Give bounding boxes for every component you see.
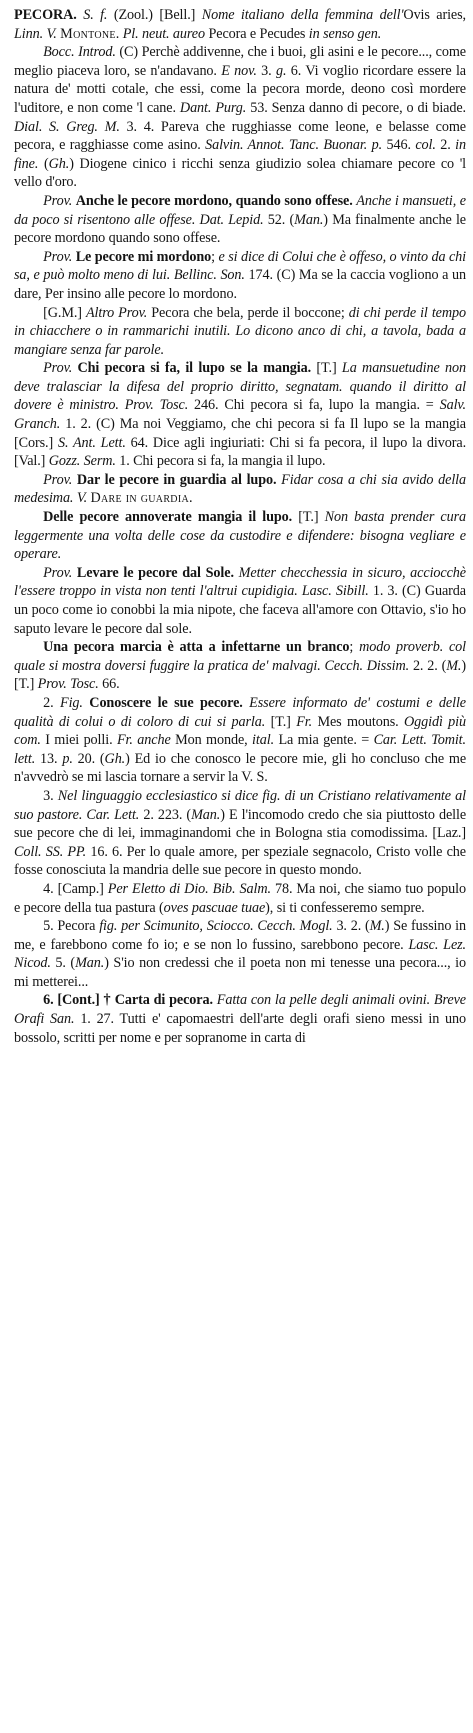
gloss-text: modo proverb. col quale si mostra doversi fuggire la pratica de' malvagi. Cecch. Dissim. <box>14 639 466 674</box>
headword-text: Anche le pecore mordono, quando sono offese. <box>75 192 357 209</box>
entry-text: 53. Senza danno di pecore, o di biade. <box>250 99 466 116</box>
gloss-text: Prov. <box>43 471 77 488</box>
entry-text: 16. 6. Per lo quale amore, per speziale segnacolo, Cristo volle che fosse conosciuta la mandria delle sue pecore in questo mondo. <box>14 843 466 879</box>
entry-text: 52. ( <box>267 211 295 228</box>
entry-text: 1. 27. Tutti e' capomaestri dell'arte degli orafi sieno messi in uno bossolo, scritti per nome e per sopranome in carta di <box>14 1011 466 1046</box>
entry-text: 2. 2. ( <box>412 657 447 674</box>
entry-paragraph <box>14 787 466 880</box>
entry-text: ) Ma finalmente anche le pecore mordono quando sono offese. <box>14 211 466 247</box>
gloss-text: Coll. SS. PP. <box>14 843 91 860</box>
entry-text: 246. Chi pecora si fa, lupo la mangia. = <box>194 397 440 414</box>
gloss-text: M. <box>369 918 385 935</box>
entry-text: 1. 3. (C) Guarda un poco come io conobbi la mia nipote, che faceva all'amore con Ottavio, s'io ho saputo levare le pecore dal sole. <box>14 583 466 637</box>
entry-text: La mia gente. = <box>278 732 374 749</box>
entry-text: (Zool.) [Bell.] <box>113 7 202 23</box>
entry-text: ) [T.] <box>14 657 466 693</box>
entry-text: 3. <box>43 787 58 804</box>
gloss-text: Salvin. Annot. Tanc. Buonar. p. <box>205 137 387 154</box>
entry-text: 2. <box>43 694 60 711</box>
gloss-text: Per Eletto di Dio. Bib. Salm. <box>107 880 275 897</box>
entry-paragraph <box>14 694 466 787</box>
gloss-text: Man. <box>191 806 221 823</box>
gloss-text: Fidar cosa a chi sia avido della medesima. V. <box>14 471 466 507</box>
entry-text: Ovis aries, <box>403 7 466 23</box>
gloss-text: e si dice di Colui che è offeso, o vinto da chi sa, e può molto meno di lui. Bellinc. Son. <box>14 248 466 284</box>
cross-ref-text: Dare in guardia <box>90 490 189 507</box>
entry-text: Pecora e Pecudes <box>208 25 309 42</box>
entry-paragraph <box>14 43 466 192</box>
entry-text: 20. ( <box>77 750 105 767</box>
headword-text: Dar le pecore in guardia al lupo. <box>76 471 282 488</box>
entry-paragraph <box>14 880 466 917</box>
gloss-text: Pl. neut. aureo <box>122 25 209 42</box>
entry-text: 3. 4. Pareva che rugghiasse come leone, e belasse come pecora, e ragghiasse come asino. <box>14 118 466 154</box>
gloss-text: Car. Lett. Tomit. lett. <box>14 732 466 767</box>
gloss-text: Nel linguaggio ecclesiastico si dice fig. di un Cristiano relativamente al suo pastore. Car. Lett. <box>14 787 467 823</box>
entry-text: 13. <box>40 750 63 767</box>
gloss-text: g. <box>275 62 291 79</box>
entry-text: ) Se fussino in me, e farebbono come fo io; e se non lo fussino, sarebbono pecore. <box>14 918 466 953</box>
gloss-text: Lasc. Lez. Nicod. <box>14 936 467 972</box>
gloss-text: Altro Prov. <box>85 304 152 321</box>
gloss-text: Gh. <box>104 750 126 767</box>
gloss-text: Non basta prender cura leggermente una volta delle cose da custodire e difendere: bisogna vegliare e operare. <box>14 509 467 563</box>
entry-text: 5. ( <box>55 955 76 972</box>
gloss-text: Fr. <box>296 713 318 730</box>
entry-text: [G.M.] <box>43 304 86 321</box>
gloss-text: Prov. <box>43 564 77 581</box>
entry-text: I miei polli. <box>45 732 117 749</box>
gloss-text: Man. <box>294 211 324 228</box>
entry-text: ; <box>211 248 219 265</box>
gloss-text: ital. <box>252 732 279 749</box>
entry-text: Mon monde, <box>175 732 253 749</box>
entry-paragraph <box>14 6 466 43</box>
entry-text: [T.] <box>270 713 297 730</box>
gloss-text: fig. per Scimunito, Sciocco. Cecch. Mogl. <box>99 918 337 935</box>
entry-text: ) S'io non credessi che il poeta non mi tenesse una pecora..., io mi metterei... <box>14 955 466 990</box>
gloss-text: di chi perde il tempo in chiacchere o in rammarichi inutili. Lo dicono anco di chi, a tavola, bada a mangiare senza far parole. <box>14 304 466 358</box>
gloss-text: Oggidì più com. <box>14 713 466 749</box>
gloss-text: Salv. Granch. <box>14 397 466 433</box>
entry-text: 5. Pecora <box>43 918 100 935</box>
gloss-text: E nov. <box>221 62 262 79</box>
headword-text: Le pecore mi mordono <box>75 248 212 265</box>
headword-text: Levare le pecore dal Sole. <box>76 564 239 581</box>
entry-text: ) E l'incomodo credo che sia piuttosto delle sue pecore che di lei, immaginandomi che in Bologna stia comodissima. [Laz.] <box>14 806 467 842</box>
entry-text: Mes moutons. <box>317 713 404 730</box>
gloss-text: Fr. anche <box>116 732 176 749</box>
gloss-text: Gozz. Serm. <box>48 453 120 470</box>
headword-text: PECORA. <box>14 7 84 23</box>
gloss-text: oves pascuae tuae <box>163 899 266 916</box>
gloss-text: p. <box>62 750 78 767</box>
entry-text: ) Ed io che conosco le pecore mie, gli ho concluso che me n'avvedrò se mi lascia tornare a servir la V. S. <box>14 750 467 786</box>
gloss-text: Dial. S. Greg. M. <box>14 118 127 135</box>
headword-text: Chi pecora si fa, il lupo se la mangia. <box>77 360 312 377</box>
headword-text: Una pecora marcia è atta a infettarne un branco <box>43 639 350 656</box>
entry-text: ) Diogene cinico i ricchi senza giudizio solea chiamare pecore co 'l vello d'oro. <box>14 155 466 191</box>
gloss-text: Linn. V. <box>14 25 61 42</box>
entry-text: . <box>188 490 193 507</box>
gloss-text: Prov. <box>43 248 76 265</box>
gloss-text: in senso gen. <box>308 25 382 42</box>
cross-ref-text: Montone <box>60 25 116 42</box>
gloss-text: Bocc. Introd. <box>43 44 120 61</box>
entry-text: 66. <box>102 676 120 693</box>
entry-text: 3. 2. ( <box>336 918 370 935</box>
entry-text: [T.] <box>311 360 342 377</box>
entry-text: 174. (C) Ma se la caccia vogliono a un dare, Per insino alle pecore lo mordono. <box>14 267 466 302</box>
gloss-text: Anche i mansueti, e da poco si risentono alle offese. Dat. Lepid. <box>14 192 466 228</box>
entry-text: 64. Dice agli ingiuriati: Chi si fa pecora, il lupo la divora. [Val.] <box>14 434 467 470</box>
gloss-text: La mansuetudine non deve tralasciar la difesa del proprio diritto, segnatam. quando il diritto al dovere è ministro. Prov. Tosc. <box>14 360 466 414</box>
entry-text: [T.] <box>298 509 325 526</box>
gloss-text: S. f. <box>83 7 114 23</box>
gloss-text: Nome italiano della femmina dell' <box>201 7 404 23</box>
gloss-text: S. Ant. Lett. <box>57 434 131 451</box>
entry-paragraph <box>14 917 466 991</box>
headword-text: Delle pecore annoverate mangia il lupo. <box>43 509 299 526</box>
entry-text: 78. Ma noi, che siamo tuo populo e pecore della tua pastura ( <box>14 880 466 916</box>
gloss-text: col. <box>415 137 441 154</box>
gloss-text: Prov. <box>43 192 76 209</box>
entry-paragraph <box>14 508 466 564</box>
entry-text: 4. [Camp.] <box>43 880 108 897</box>
entry-text: 1. 2. (C) Ma noi Veggiamo, che chi pecora si fa Il lupo se la mangia [Cors.] <box>14 416 467 451</box>
gloss-text: Gh. <box>48 155 70 172</box>
entry-paragraph <box>14 304 466 360</box>
entry-text: 2. <box>440 137 456 154</box>
entry-paragraph <box>14 359 466 471</box>
entry-text: 2. 223. ( <box>143 806 192 823</box>
gloss-text: M. <box>446 657 462 674</box>
headword-text: 6. [Cont.] † Carta di pecora. <box>43 992 217 1009</box>
entry-paragraph <box>14 471 466 508</box>
entry-text: ( <box>43 155 49 172</box>
entry-text: 6. Vi voglio ricordare essere la natura de' motti cotale, che essi, come la pecora morde, deono così mordere l'uditore, e non come 'l cane. <box>14 62 466 116</box>
gloss-text: Metter checchessia in sicuro, acciocchè l'essere troppo in vista non tenti l'altrui cupidigia. Lasc. Sibill. <box>14 564 466 600</box>
entry-paragraph <box>14 564 466 638</box>
entry-paragraph <box>14 991 466 1047</box>
gloss-text: Prov. Tosc. <box>37 676 103 693</box>
entry-paragraph <box>14 638 466 694</box>
entry-paragraph <box>14 248 466 304</box>
entry-text: ), si ti confesseremo sempre. <box>265 899 425 916</box>
gloss-text: Man. <box>75 955 105 972</box>
gloss-text: in fine. <box>14 137 466 172</box>
entry-text: 3. <box>261 62 276 79</box>
headword-text: Conoscere le sue pecore. <box>89 694 250 711</box>
gloss-text: Dant. Purg. <box>179 99 251 116</box>
entry-text: ; <box>349 639 360 656</box>
entry-paragraph <box>14 192 466 248</box>
entry-text: Pecora che bela, perde il boccone; <box>151 304 349 321</box>
gloss-text: Prov. <box>43 360 78 377</box>
gloss-text: Fig. <box>60 694 90 711</box>
gloss-text: Fatta con la pelle degli animali ovini. Breve Orafi San. <box>14 992 466 1028</box>
entry-text: (C) Perchè addivenne, che i buoi, gli asini e le pecore..., come meglio piaceva loro, se n'andavano. <box>14 44 466 79</box>
entry-text: 1. Chi pecora si fa, la mangia il lupo. <box>119 453 326 470</box>
gloss-text: Essere informato de' costumi e delle qualità di colui o di coloro di cui si parla. <box>14 694 466 730</box>
entry-text: 546. <box>386 137 416 154</box>
entry-text: . <box>115 25 123 42</box>
